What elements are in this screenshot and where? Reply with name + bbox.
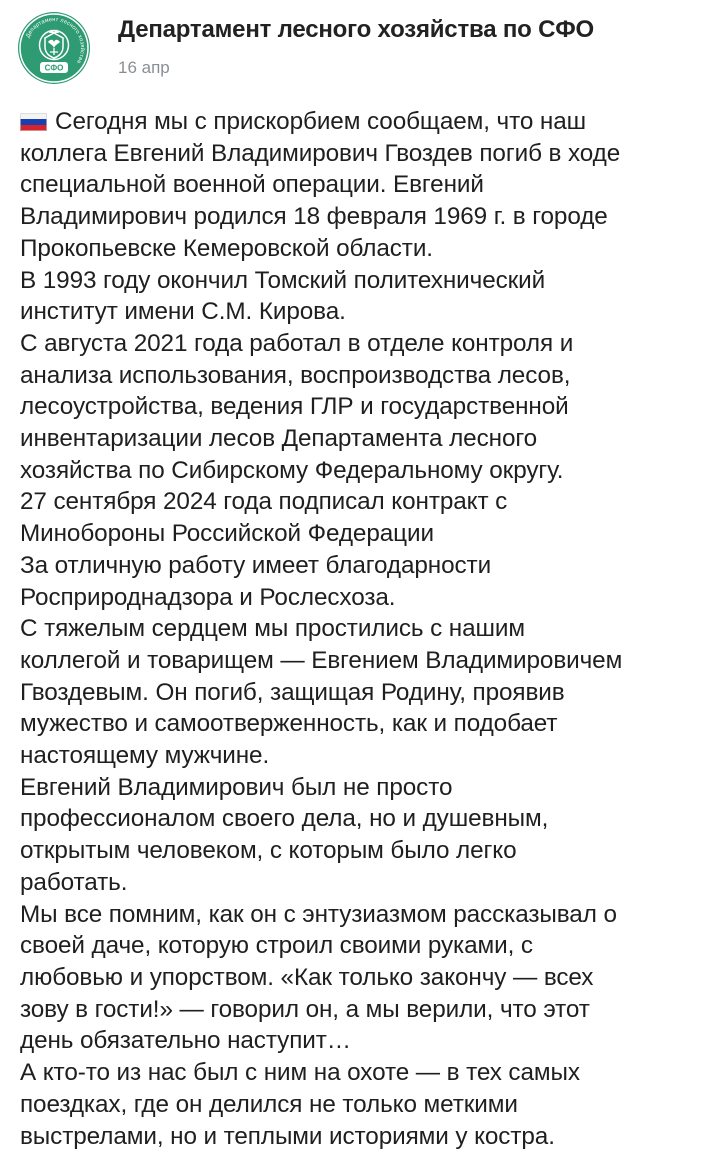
post-paragraph bbox=[20, 106, 710, 265]
post-header bbox=[0, 0, 720, 100]
russia-flag-icon bbox=[20, 113, 47, 131]
post-paragraph: В 1993 году окончил Томский политехнический институт имени С.М. Кирова. bbox=[20, 266, 546, 326]
post-paragraph: 27 сентября 2024 года подписал контракт с Минобороны Российской Федерации bbox=[20, 488, 508, 548]
post-paragraph: Мы все помним, как он с энтузиазмом рассказывал о своей даче, которую строил своими руками, с любовью и упорством. «Как только закончу — всех зову в гости!» — говорил он, а мы верили, что этот день обязательно наступит… bbox=[20, 900, 617, 1055]
post-paragraph: С тяжелым сердцем мы простились с нашим коллегой и товарищем — Евгением Владимировичем Гвоздевым. Он погиб, защищая Родину, проявив мужество и самоотверженность, как и подобает настоящему мужчине. bbox=[20, 615, 623, 770]
channel-name[interactable]: Департамент лесного хозяйства по СФО bbox=[118, 16, 594, 43]
post-text bbox=[20, 106, 710, 1152]
post-paragraph: За отличную работу имеет благодарности Росприроднадзора и Рослесхоза. bbox=[20, 551, 492, 611]
post-date[interactable]: 16 апр bbox=[118, 58, 170, 77]
post-paragraph: А кто-то из нас был с ним на охоте — в тех самых поездках, где он делился не только меткими выстрелами, но и теплыми историями у костра. bbox=[20, 1059, 580, 1150]
channel-avatar[interactable] bbox=[18, 12, 90, 84]
post-paragraph: С августа 2021 года работал в отделе контроля и анализа использования, воспроизводства лесов, лесоустройства, ведения ГЛР и государственной инвентаризации лесов Департамента лесного хозяйства по Сибирскому Федеральному округу. bbox=[20, 329, 574, 484]
avatar-badge-text: СФО bbox=[44, 63, 64, 73]
avatar-ring-text: Департамент лесного хозяйства bbox=[25, 16, 86, 65]
post-paragraph-text: Сегодня мы с прискорбием сообщаем, что наш коллега Евгений Владимирович Гвоздев погиб в ходе специальной военной операции. Евгений Владимирович родился 18 февраля 1969 г. в городе Прокопьевске Кемеровской области. bbox=[20, 108, 621, 262]
post-paragraph: Евгений Владимирович был не просто профессионалом своего дела, но и душевным, открытым человеком, с которым было легко работать. bbox=[20, 773, 549, 896]
